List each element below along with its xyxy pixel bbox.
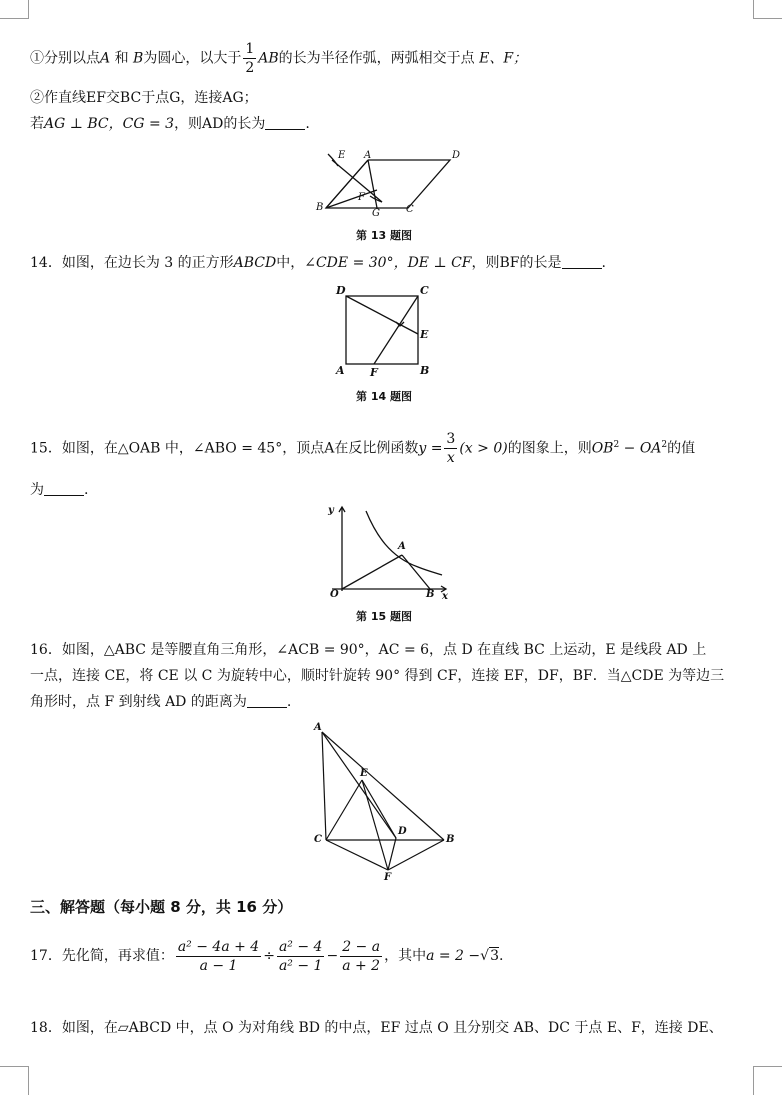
corner-mark-bottom-left [0,1066,29,1095]
q16-line1: 16．如图，△ABC 是等腰直角三角形，∠ACB = 90°，AC = 6，点 D 在直线 BC 上运动，E 是线段 AD 上 [30,642,707,658]
corner-mark-bottom-right [753,1066,782,1095]
q15-figure [318,505,458,605]
q13-label-a: A [364,150,372,161]
q16-line2: 一点，连接 CE，将 CE 以 C 为旋转中心，顺时针旋转 90° 得到 CF，连接 EF，DF，BF．当△CDE 为等边三 [30,668,725,684]
q16-figure [308,722,468,887]
q16-label-a: A [314,722,322,733]
q13-step1: ①分别以点A 和 B为圆心，以大于 $\frac{1}{2}$ AB的长为半径作弧，两弧相交于点 E、F； [30,41,528,76]
q13-label-f: F [358,192,365,203]
q13-condition: 若AG ⊥ BC，CG = 3，则AD的长为 . [30,116,310,132]
q15-label-b: B [426,589,435,600]
q18-line1: 18．如图，在▱ABCD 中，点 O 为对角线 BD 的中点，EF 过点 O 且分别交 AB、DC 于点 E、F，连接 DE、 [30,1020,723,1036]
function-fraction: $\frac{3}{x}$ [446,431,456,466]
q16-label-c: C [314,834,322,845]
q13-label-b: B [316,202,324,213]
q14-label-a: A [336,364,345,377]
q14-label-b: B [420,364,430,377]
q15-label-a: A [398,541,406,552]
q16-label-f: F [384,872,392,883]
q15-label-y: y [328,505,334,516]
q16-line3: 角形时，点 F 到射线 AD 的距离为 . [30,694,292,710]
section-3-title: 三、解答题（每小题 8 分，共 16 分） [30,898,293,916]
q13-figure [310,148,470,220]
answer-blank [247,693,287,708]
corner-mark-top-left [0,0,29,19]
q14-question: 14．如图，在边长为 3 的正方形ABCD中，∠CDE = 30°，DE ⊥ CF，则BF的长是 . [30,255,606,271]
q17-question: 17．先化简，再求值： $\frac{\text{a² − 4a + 4}}{a - 1}$ ÷ $\frac{\text{a² − 4}}{\text{a² − 1}}$ − $\frac{2 - a}{a + 2}$ ，其中a = 2 −√3. [30,938,504,974]
answer-blank [44,481,84,496]
q14-label-f: F [370,366,378,379]
q14-figure [332,282,442,382]
q14-label-e: E [420,328,429,341]
q16-label-d: D [398,826,407,837]
q15-caption: 第 15 题图 [356,610,412,623]
q14-label-c: C [420,284,429,297]
q17-fraction-3: $\frac{2 - a}{a + 2}$ [342,938,381,974]
q17-fraction-1: $\frac{\text{a² − 4a + 4}}{a - 1}$ [177,938,260,974]
q13-step2: ②作直线EF交BC于点G，连接AG； [30,90,258,106]
q14-caption: 第 14 题图 [356,390,412,403]
q15-label-o: O [330,589,339,600]
q13-label-d: D [452,150,461,161]
q15-line2: 为 . [30,482,89,498]
sqrt-radicand: 3 [490,948,499,964]
q15-label-x: x [442,591,448,602]
q13-caption: 第 13 题图 [356,229,412,242]
answer-blank [265,115,305,130]
q13-label-g: G [372,208,380,219]
q17-fraction-2: $\frac{\text{a² − 4}}{\text{a² − 1}}$ [278,938,323,974]
q15-question: 15．如图，在△OAB 中，∠ABO = 45°，顶点A在反比例函数y = $\frac{3}{x}$ (x > 0)的图象上，则$OB^2 - OA^2$的值 [30,431,696,466]
q16-label-b: B [446,834,455,845]
half-fraction: $\frac{1}{2}$ [245,41,255,76]
q13-label-e: E [338,150,346,161]
q16-label-e: E [360,768,368,779]
q14-label-d: D [336,284,346,297]
answer-blank [562,254,602,269]
corner-mark-top-right [753,0,782,19]
q13-label-c: C [406,204,414,215]
